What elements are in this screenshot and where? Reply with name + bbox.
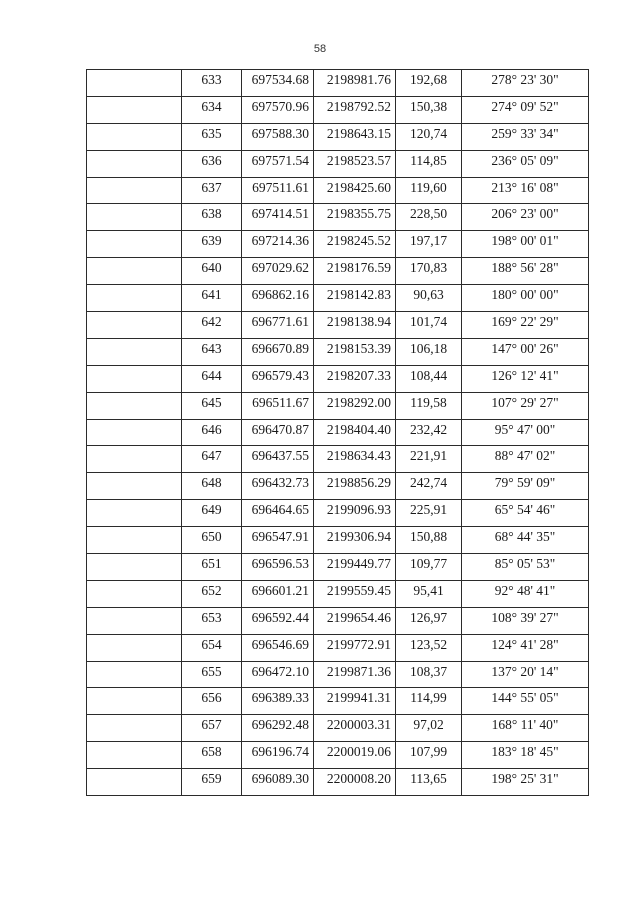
distance-cell: 108,37 (396, 661, 462, 688)
blank-cell (87, 338, 182, 365)
y-coordinate-cell: 2198643.15 (314, 123, 396, 150)
point-cell: 653 (182, 607, 242, 634)
x-coordinate-cell: 697511.61 (242, 177, 314, 204)
y-coordinate-cell: 2198142.83 (314, 285, 396, 312)
x-coordinate-cell: 697414.51 (242, 204, 314, 231)
blank-cell (87, 365, 182, 392)
x-coordinate-cell: 697534.68 (242, 70, 314, 97)
bearing-cell: 107° 29' 27" (462, 392, 589, 419)
blank-cell (87, 123, 182, 150)
blank-cell (87, 285, 182, 312)
point-cell: 634 (182, 96, 242, 123)
x-coordinate-cell: 696547.91 (242, 527, 314, 554)
x-coordinate-cell: 696511.67 (242, 392, 314, 419)
point-cell: 654 (182, 634, 242, 661)
bearing-cell: 198° 25' 31" (462, 769, 589, 796)
point-cell: 658 (182, 742, 242, 769)
y-coordinate-cell: 2199654.46 (314, 607, 396, 634)
table-row (87, 338, 589, 365)
table-body (87, 70, 589, 796)
x-coordinate-cell: 696771.61 (242, 312, 314, 339)
table-row (87, 634, 589, 661)
distance-cell: 228,50 (396, 204, 462, 231)
blank-cell (87, 258, 182, 285)
bearing-cell: 108° 39' 27" (462, 607, 589, 634)
distance-cell: 108,44 (396, 365, 462, 392)
distance-cell: 95,41 (396, 580, 462, 607)
x-coordinate-cell: 696089.30 (242, 769, 314, 796)
distance-cell: 119,58 (396, 392, 462, 419)
x-coordinate-cell: 696601.21 (242, 580, 314, 607)
point-cell: 639 (182, 231, 242, 258)
y-coordinate-cell: 2198792.52 (314, 96, 396, 123)
blank-cell (87, 473, 182, 500)
blank-cell (87, 715, 182, 742)
x-coordinate-cell: 696432.73 (242, 473, 314, 500)
bearing-cell: 137° 20' 14" (462, 661, 589, 688)
point-cell: 633 (182, 70, 242, 97)
distance-cell: 101,74 (396, 312, 462, 339)
y-coordinate-cell: 2200008.20 (314, 769, 396, 796)
distance-cell: 232,42 (396, 419, 462, 446)
y-coordinate-cell: 2198425.60 (314, 177, 396, 204)
table-row (87, 688, 589, 715)
bearing-cell: 79° 59' 09" (462, 473, 589, 500)
y-coordinate-cell: 2199449.77 (314, 554, 396, 581)
bearing-cell: 183° 18' 45" (462, 742, 589, 769)
distance-cell: 114,85 (396, 150, 462, 177)
bearing-cell: 92° 48' 41" (462, 580, 589, 607)
blank-cell (87, 312, 182, 339)
x-coordinate-cell: 696389.33 (242, 688, 314, 715)
bearing-cell: 274° 09' 52" (462, 96, 589, 123)
point-cell: 643 (182, 338, 242, 365)
x-coordinate-cell: 697571.54 (242, 150, 314, 177)
distance-cell: 123,52 (396, 634, 462, 661)
y-coordinate-cell: 2199559.45 (314, 580, 396, 607)
distance-cell: 90,63 (396, 285, 462, 312)
bearing-cell: 236° 05' 09" (462, 150, 589, 177)
bearing-cell: 198° 00' 01" (462, 231, 589, 258)
bearing-cell: 278° 23' 30" (462, 70, 589, 97)
blank-cell (87, 231, 182, 258)
y-coordinate-cell: 2200019.06 (314, 742, 396, 769)
point-cell: 638 (182, 204, 242, 231)
y-coordinate-cell: 2198245.52 (314, 231, 396, 258)
x-coordinate-cell: 696670.89 (242, 338, 314, 365)
table-row (87, 580, 589, 607)
table-row (87, 607, 589, 634)
y-coordinate-cell: 2199871.36 (314, 661, 396, 688)
distance-cell: 106,18 (396, 338, 462, 365)
x-coordinate-cell: 697029.62 (242, 258, 314, 285)
blank-cell (87, 661, 182, 688)
table-row (87, 392, 589, 419)
point-cell: 655 (182, 661, 242, 688)
distance-cell: 150,38 (396, 96, 462, 123)
distance-cell: 242,74 (396, 473, 462, 500)
y-coordinate-cell: 2198138.94 (314, 312, 396, 339)
table-row (87, 150, 589, 177)
table-row (87, 500, 589, 527)
x-coordinate-cell: 696546.69 (242, 634, 314, 661)
point-cell: 645 (182, 392, 242, 419)
distance-cell: 126,97 (396, 607, 462, 634)
bearing-cell: 124° 41' 28" (462, 634, 589, 661)
distance-cell: 97,02 (396, 715, 462, 742)
y-coordinate-cell: 2199306.94 (314, 527, 396, 554)
bearing-cell: 126° 12' 41" (462, 365, 589, 392)
blank-cell (87, 392, 182, 419)
table-row (87, 661, 589, 688)
y-coordinate-cell: 2198153.39 (314, 338, 396, 365)
blank-cell (87, 419, 182, 446)
bearing-cell: 85° 05' 53" (462, 554, 589, 581)
table-row (87, 123, 589, 150)
y-coordinate-cell: 2198355.75 (314, 204, 396, 231)
point-cell: 659 (182, 769, 242, 796)
distance-cell: 192,68 (396, 70, 462, 97)
y-coordinate-cell: 2198176.59 (314, 258, 396, 285)
bearing-cell: 65° 54' 46" (462, 500, 589, 527)
table-row (87, 446, 589, 473)
table-row (87, 715, 589, 742)
blank-cell (87, 446, 182, 473)
y-coordinate-cell: 2199096.93 (314, 500, 396, 527)
distance-cell: 107,99 (396, 742, 462, 769)
table-row (87, 177, 589, 204)
y-coordinate-cell: 2200003.31 (314, 715, 396, 742)
y-coordinate-cell: 2198634.43 (314, 446, 396, 473)
blank-cell (87, 634, 182, 661)
blank-cell (87, 70, 182, 97)
bearing-cell: 144° 55' 05" (462, 688, 589, 715)
point-cell: 647 (182, 446, 242, 473)
distance-cell: 120,74 (396, 123, 462, 150)
y-coordinate-cell: 2198292.00 (314, 392, 396, 419)
point-cell: 646 (182, 419, 242, 446)
bearing-cell: 180° 00' 00" (462, 285, 589, 312)
blank-cell (87, 688, 182, 715)
bearing-cell: 188° 56' 28" (462, 258, 589, 285)
blank-cell (87, 607, 182, 634)
bearing-cell: 259° 33' 34" (462, 123, 589, 150)
x-coordinate-cell: 696470.87 (242, 419, 314, 446)
table-row (87, 285, 589, 312)
distance-cell: 170,83 (396, 258, 462, 285)
y-coordinate-cell: 2198404.40 (314, 419, 396, 446)
point-cell: 657 (182, 715, 242, 742)
table-row (87, 96, 589, 123)
bearing-cell: 169° 22' 29" (462, 312, 589, 339)
distance-cell: 109,77 (396, 554, 462, 581)
y-coordinate-cell: 2199772.91 (314, 634, 396, 661)
x-coordinate-cell: 697570.96 (242, 96, 314, 123)
table-row (87, 231, 589, 258)
blank-cell (87, 527, 182, 554)
table-row (87, 365, 589, 392)
distance-cell: 150,88 (396, 527, 462, 554)
point-cell: 637 (182, 177, 242, 204)
table-row (87, 527, 589, 554)
bearing-cell: 95° 47' 00" (462, 419, 589, 446)
x-coordinate-cell: 696596.53 (242, 554, 314, 581)
point-cell: 642 (182, 312, 242, 339)
blank-cell (87, 580, 182, 607)
x-coordinate-cell: 696472.10 (242, 661, 314, 688)
x-coordinate-cell: 697588.30 (242, 123, 314, 150)
blank-cell (87, 769, 182, 796)
point-cell: 649 (182, 500, 242, 527)
table-row (87, 769, 589, 796)
y-coordinate-cell: 2198207.33 (314, 365, 396, 392)
point-cell: 644 (182, 365, 242, 392)
blank-cell (87, 204, 182, 231)
table-row (87, 204, 589, 231)
bearing-cell: 206° 23' 00" (462, 204, 589, 231)
distance-cell: 114,99 (396, 688, 462, 715)
point-cell: 651 (182, 554, 242, 581)
x-coordinate-cell: 697214.36 (242, 231, 314, 258)
x-coordinate-cell: 696464.65 (242, 500, 314, 527)
bearing-cell: 147° 00' 26" (462, 338, 589, 365)
distance-cell: 225,91 (396, 500, 462, 527)
point-cell: 652 (182, 580, 242, 607)
point-cell: 636 (182, 150, 242, 177)
point-cell: 641 (182, 285, 242, 312)
bearing-cell: 68° 44' 35" (462, 527, 589, 554)
y-coordinate-cell: 2198856.29 (314, 473, 396, 500)
x-coordinate-cell: 696579.43 (242, 365, 314, 392)
distance-cell: 113,65 (396, 769, 462, 796)
table-row (87, 419, 589, 446)
blank-cell (87, 150, 182, 177)
x-coordinate-cell: 696592.44 (242, 607, 314, 634)
point-cell: 650 (182, 527, 242, 554)
x-coordinate-cell: 696862.16 (242, 285, 314, 312)
y-coordinate-cell: 2198523.57 (314, 150, 396, 177)
page-number: 58 (313, 43, 327, 55)
blank-cell (87, 554, 182, 581)
distance-cell: 119,60 (396, 177, 462, 204)
x-coordinate-cell: 696437.55 (242, 446, 314, 473)
distance-cell: 221,91 (396, 446, 462, 473)
bearing-cell: 168° 11' 40" (462, 715, 589, 742)
point-cell: 635 (182, 123, 242, 150)
table-row (87, 312, 589, 339)
blank-cell (87, 177, 182, 204)
blank-cell (87, 500, 182, 527)
x-coordinate-cell: 696196.74 (242, 742, 314, 769)
table-row (87, 554, 589, 581)
coordinates-table (86, 69, 589, 796)
y-coordinate-cell: 2199941.31 (314, 688, 396, 715)
blank-cell (87, 96, 182, 123)
blank-cell (87, 742, 182, 769)
point-cell: 656 (182, 688, 242, 715)
y-coordinate-cell: 2198981.76 (314, 70, 396, 97)
point-cell: 648 (182, 473, 242, 500)
bearing-cell: 88° 47' 02" (462, 446, 589, 473)
table-row (87, 473, 589, 500)
table-row (87, 258, 589, 285)
x-coordinate-cell: 696292.48 (242, 715, 314, 742)
table-row (87, 742, 589, 769)
point-cell: 640 (182, 258, 242, 285)
distance-cell: 197,17 (396, 231, 462, 258)
table-row (87, 70, 589, 97)
bearing-cell: 213° 16' 08" (462, 177, 589, 204)
